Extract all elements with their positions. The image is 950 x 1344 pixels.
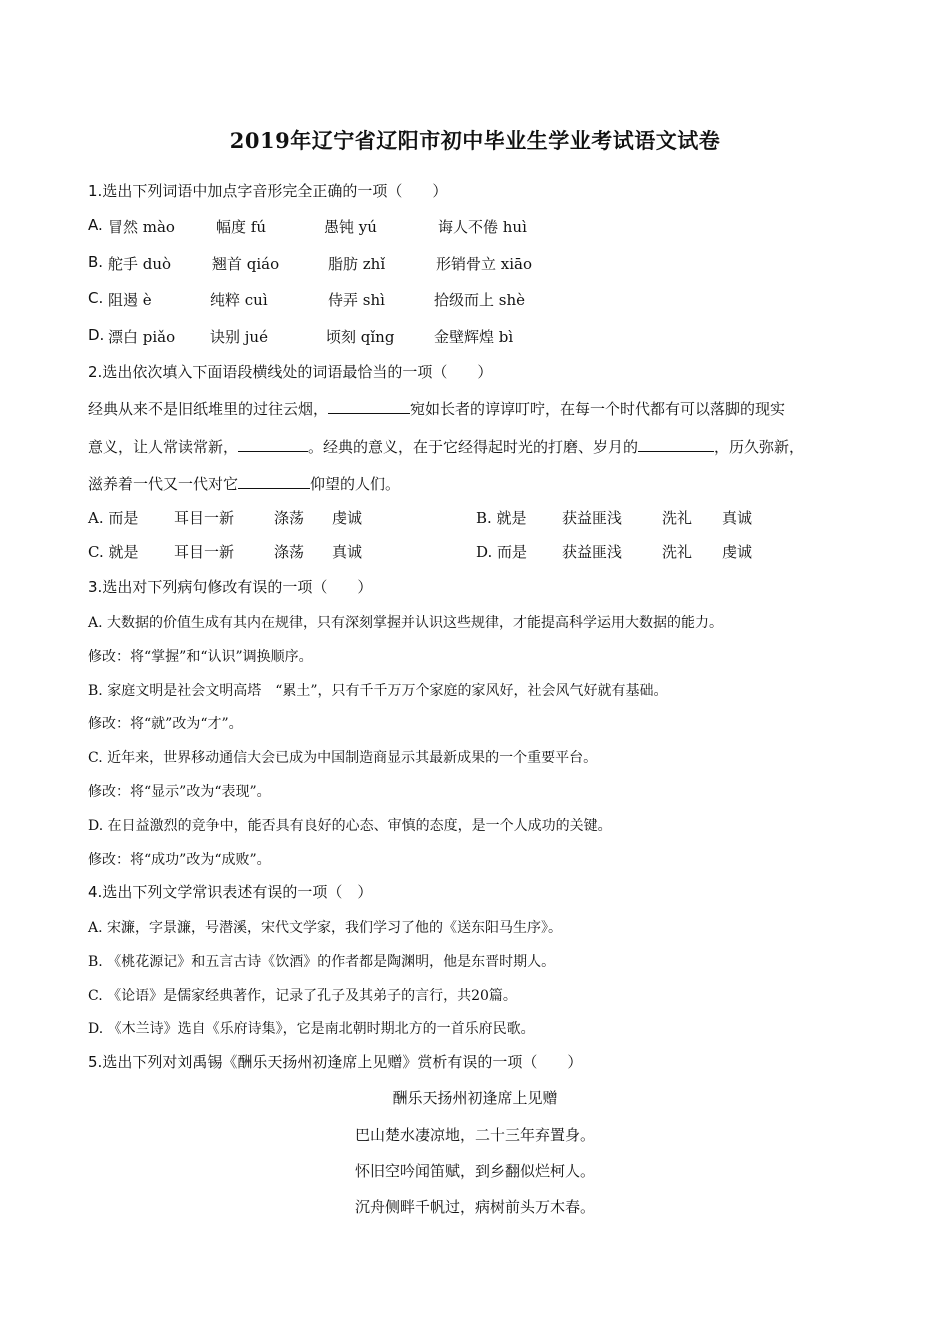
question-number: 2. [88,363,103,381]
option-label: B. 就是 [476,509,527,527]
poem-title: 酬乐天扬州初逢席上见赠 [392,1089,558,1107]
question-number: 4. [88,883,103,901]
answer-blank[interactable] [238,437,308,452]
answer-blank[interactable] [638,437,714,452]
answer-blank[interactable] [328,399,410,414]
question-4-stem: 4.选出下列文学常识表述有误的一项（ ） [88,883,373,901]
option-label: B. [88,253,104,271]
question-5-stem: 5.选出下列对刘禹锡《酬乐天扬州初逢席上见赠》赏析有误的一项（ ） [88,1053,583,1071]
option-item: 真诚 [332,543,363,561]
option-item: 阻遏 è [108,291,152,309]
question-3-stem: 3.选出对下列病句修改有误的一项（ ） [88,578,373,596]
option-item: 漂白 piǎo [108,328,176,346]
answer-blank[interactable] [238,474,310,489]
q3-option-c[interactable]: C. 近年来，世界移动通信大会已成为中国制造商显示其最新成果的一个重要平台。 [88,750,598,766]
q4-option-a[interactable]: A. 宋濂，字景濂，号潜溪，宋代文学家，我们学习了他的《送东阳马生序》。 [88,920,563,936]
option-label: D. 而是 [476,543,528,561]
option-item: 舵手 duò [108,255,172,273]
q3-revision-c: 修改：将“显示”改为“表现”。 [88,784,271,800]
option-item: 洗礼 [662,543,693,561]
option-item: 虔诚 [332,509,363,527]
option-item: 顷刻 qǐng [326,328,395,346]
q2-passage-line-3: 滋养着一代又一代对它 仰望的人们。 [88,475,401,493]
q3-revision-b: 修改：将“就”改为“才”。 [88,716,243,732]
page-title: 2019年辽宁省辽阳市初中毕业生学业考试语文试卷 [229,128,721,153]
option-item: 愚钝 yú [324,218,377,236]
question-number: 5. [88,1053,103,1071]
q3-revision-d: 修改：将“成功”改为“成败”。 [88,852,271,868]
q4-option-b[interactable]: B. 《桃花源记》和五言古诗《饮酒》的作者都是陶渊明，他是东晋时期人。 [88,954,556,970]
option-item: 翘首 qiáo [212,255,280,273]
poem-line: 怀旧空吟闻笛赋，到乡翻似烂柯人。 [354,1162,595,1180]
q2-passage-line-1: 经典从来不是旧纸堆里的过往云烟， 宛如长者的谆谆叮咛，在每一个时代都有可以落脚的现实 [88,400,786,418]
q3-option-a[interactable]: A. 大数据的价值生成有其内在规律，只有深刻掌握并认识这些规律，才能提高科学运用大数据的能力。 [88,615,724,631]
option-item: 真诚 [722,509,753,527]
q2-passage-line-2: 意义，让人常读常新， 。经典的意义，在于它经得起时光的打磨、岁月的 ，历久弥新， [88,438,805,456]
q3-revision-a: 修改：将“掌握”和“认识”调换顺序。 [88,649,313,665]
option-item: 拾级而上 shè [434,291,526,309]
option-item: 虔诚 [722,543,753,561]
q3-option-d[interactable]: D. 在日益激烈的竞争中，能否具有良好的心态、审慎的态度，是一个人成功的关键。 [88,818,612,834]
question-number: 3. [88,578,103,596]
q3-option-b[interactable]: B. 家庭文明是社会文明高塔 “累土”，只有千千万万个家庭的家风好，社会风气好就有基础。 [88,683,668,699]
option-item: 涤荡 [274,509,305,527]
question-2-stem: 2.选出依次填入下面语段横线处的词语最恰当的一项（ ） [88,363,493,381]
option-label: D. [88,326,105,344]
option-item: 涤荡 [274,543,305,561]
option-item: 金壁辉煌 bì [434,328,514,346]
option-label: A. 而是 [88,509,139,527]
option-item: 纯粹 cuì [210,291,268,309]
question-number: 1. [88,182,103,200]
option-item: 耳目一新 [174,543,235,561]
option-item: 获益匪浅 [562,543,623,561]
option-label: C. [88,289,104,307]
option-item: 侍弄 shì [328,291,385,309]
poem-line: 巴山楚水凄凉地，二十三年弃置身。 [354,1126,595,1144]
option-label: C. 就是 [88,543,139,561]
q4-option-c[interactable]: C. 《论语》是儒家经典著作，记录了孔子及其弟子的言行，共20篇。 [88,988,517,1004]
option-label: A. [88,216,103,234]
question-1-stem: 1.选出下列词语中加点字音形完全正确的一项（ ） [88,182,448,200]
poem-line: 沉舟侧畔千帆过，病树前头万木春。 [354,1198,595,1216]
option-item: 耳目一新 [174,509,235,527]
option-item: 获益匪浅 [562,509,623,527]
option-item: 诀别 jué [210,328,268,346]
option-item: 形销骨立 xiāo [436,255,532,273]
option-item: 诲人不倦 huì [438,218,527,236]
option-item: 脂肪 zhǐ [328,255,386,273]
option-item: 洗礼 [662,509,693,527]
option-item: 冒然 mào [108,218,175,236]
option-item: 幅度 fú [216,218,266,236]
q4-option-d[interactable]: D. 《木兰诗》选自《乐府诗集》，它是南北朝时期北方的一首乐府民歌。 [88,1021,535,1037]
